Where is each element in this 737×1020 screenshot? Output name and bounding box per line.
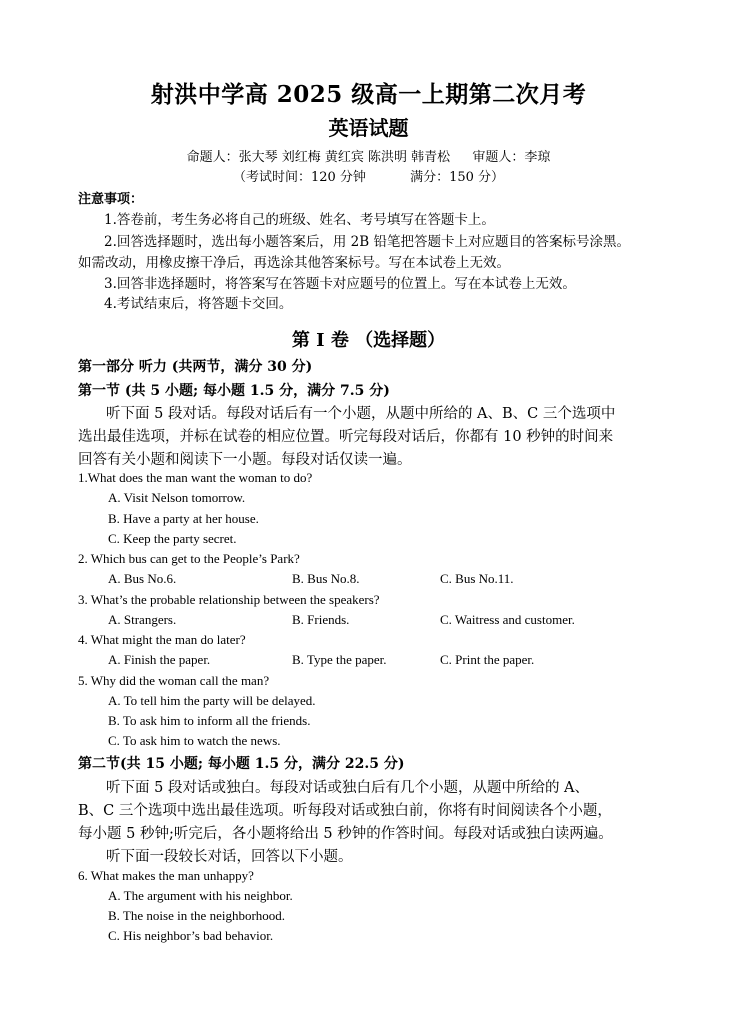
question: 1.What does the man want the woman to do? <box>78 470 313 485</box>
exam-score: 满分：150 分） <box>410 170 505 185</box>
question: 3. What’s the probable relationship between the speakers? <box>78 592 380 607</box>
option: B. The noise in the neighborhood. <box>108 908 286 923</box>
option: B. Have a party at her house. <box>108 511 259 526</box>
option: A. Finish the paper. <box>108 652 211 667</box>
notice-item: 1.答卷前，考生务必将自己的班级、姓名、考号填写在答题卡上。 <box>104 212 495 228</box>
notice-item: 3.回答非选择题时，将答案写在答题卡对应题号的位置上。写在本试卷上无效。 <box>104 276 576 292</box>
section1-instruction: 听下面 5 段对话。每段对话后有一个小题，从题中所给的 A、B、C 三个选项中 <box>106 406 616 422</box>
question: 6. What makes the man unhappy? <box>78 868 254 883</box>
setters: 命题人：张大琴 刘红梅 黄红宾 陈洪明 韩青松 <box>186 150 451 165</box>
option: C. To ask him to watch the news. <box>108 733 281 748</box>
section1-instruction: 选出最佳选项，并标在试卷的相应位置。听完每段对话后，你都有 10 秒钟的时间来 <box>78 429 614 445</box>
option: C. Bus No.11. <box>440 571 514 586</box>
question: 5. Why did the woman call the man? <box>78 673 270 688</box>
option: B. Type the paper. <box>292 652 387 667</box>
option: A. Visit Nelson tomorrow. <box>108 490 246 505</box>
reviewer: 审题人：李琼 <box>472 150 551 165</box>
authors-line <box>0 146 737 165</box>
section2-instruction: 听下面一段较长对话，回答以下小题。 <box>106 849 353 865</box>
option: B. To ask him to inform all the friends. <box>108 713 311 728</box>
section2-instruction: 每小题 5 秒钟;听完后，各小题将给出 5 秒钟的作答时间。每段对话或独白读两遍。 <box>78 826 613 842</box>
question: 2. Which bus can get to the People’s Park? <box>78 551 300 566</box>
option: B. Friends. <box>292 612 350 627</box>
option: A. Strangers. <box>108 612 177 627</box>
option: A. The argument with his neighbor. <box>108 888 293 903</box>
section2-instruction: B、C 三个选项中选出最佳选项。听每段对话或独白前，你将有时间阅读各个小题， <box>78 803 612 819</box>
timing-line <box>0 166 737 185</box>
notice-item: 2.回答选择题时，选出每小题答案后，用 2B 铅笔把答题卡上对应题目的答案标号涂黑。 <box>104 234 630 250</box>
section2-heading: 第二节(共 15 小题; 每小题 1.5 分，满分 22.5 分) <box>78 756 405 772</box>
option: A. Bus No.6. <box>108 571 177 586</box>
part1-heading: 第一部分 听力 (共两节，满分 30 分) <box>78 359 313 375</box>
option: C. Waitress and customer. <box>440 612 575 627</box>
option: C. Keep the party secret. <box>108 531 237 546</box>
option: C. His neighbor’s bad behavior. <box>108 928 274 943</box>
notice-item: 4.考试结束后，将答题卡交回。 <box>104 296 293 312</box>
option: A. To tell him the party will be delayed. <box>108 693 316 708</box>
exam-title: 射洪中学高 2025 级高一上期第二次月考 <box>150 81 587 108</box>
notice-heading: 注意事项： <box>78 192 144 207</box>
question: 4. What might the man do later? <box>78 632 246 647</box>
exam-subtitle: 英语试题 <box>328 116 409 140</box>
section1-heading: 第一节 (共 5 小题; 每小题 1.5 分，满分 7.5 分) <box>78 383 390 399</box>
notice-item: 如需改动，用橡皮擦干净后，再选涂其他答案标号。写在本试卷上无效。 <box>78 255 510 271</box>
option: C. Print the paper. <box>440 652 535 667</box>
exam-time: （考试时间：120 分钟 <box>232 170 366 185</box>
section1-instruction: 回答有关小题和阅读下一小题。每段对话仅读一遍。 <box>78 452 412 468</box>
option: B. Bus No.8. <box>292 571 360 586</box>
volume-heading: 第 I 卷 （选择题） <box>291 330 446 351</box>
section2-instruction: 听下面 5 段对话或独白。每段对话或独白后有几个小题，从题中所给的 A、 <box>106 780 590 796</box>
